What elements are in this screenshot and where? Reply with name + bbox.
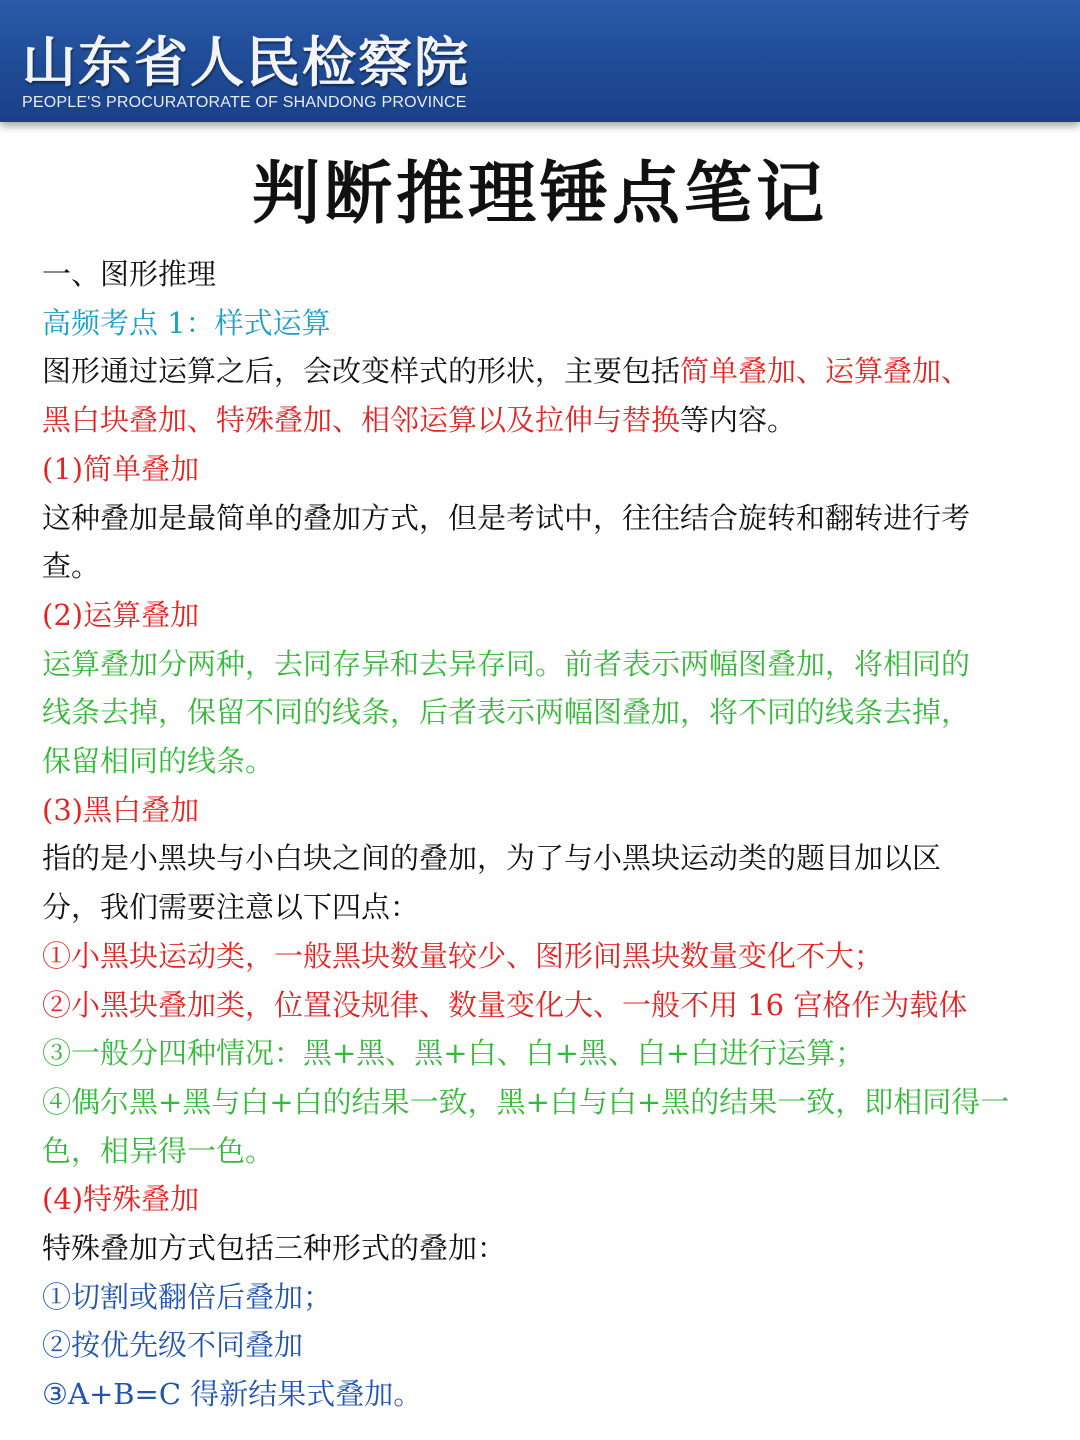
banner-subtitle: PEOPLE'S PROCURATORATE OF SHANDONG PROVINCE: [22, 94, 467, 111]
point-line: ③A+B=C 得新结果式叠加。: [42, 1377, 423, 1412]
intro-text: 等内容。: [680, 403, 797, 438]
point-line: ②按优先级不同叠加: [42, 1328, 304, 1363]
intro-text: 图形通过运算之后，会改变样式的形状，主要包括: [42, 354, 681, 389]
point-line: ①切割或翻倍后叠加；: [42, 1279, 333, 1314]
section-heading: 一、图形推理: [42, 257, 217, 291]
header-banner: [0, 0, 1080, 122]
item-body: 指的是小黑块与小白块之间的叠加，为了与小黑块运动类的题目加以区 分，我们需要注意以下四点：: [42, 841, 942, 925]
point-line: ④偶尔黑+黑与白+白的结果一致，黑+白与白+黑的结果一致，即相同得一 色，相异得一色。: [42, 1084, 1010, 1168]
banner-title: 山东省人民检察院: [22, 30, 470, 94]
page-title: 判断推理锤点笔记: [251, 154, 828, 234]
point-line: ③一般分四种情况：黑+黑、黑+白、白+黑、白+白进行运算；: [42, 1036, 865, 1071]
item-heading: (2)运算叠加: [42, 597, 200, 632]
topic-heading: 高频考点 1：样式运算: [42, 305, 331, 340]
item-heading: (3)黑白叠加: [42, 792, 200, 827]
item-heading: (1)简单叠加: [42, 451, 200, 486]
note-content: [42, 250, 1042, 1419]
intro-highlight: 简单叠加、运算叠加、: [680, 354, 971, 389]
point-line: ①小黑块运动类，一般黑块数量较少、图形间黑块数量变化不大；: [42, 938, 884, 973]
item-heading: (4)特殊叠加: [42, 1182, 200, 1217]
intro-highlight: 黑白块叠加、特殊叠加、相邻运算以及拉伸与替换: [42, 403, 681, 438]
point-line: ②小黑块叠加类，位置没规律、数量变化大、一般不用 16 宫格作为载体: [42, 987, 968, 1022]
intro-paragraph: [42, 347, 1042, 444]
item-body: 运算叠加分两种，去同存异和去异存同。前者表示两幅图叠加，将相同的 线条去掉，保留不同的线条，后者表示两幅图叠加，将不同的线条去掉， 保留相同的线条。: [42, 646, 971, 779]
item-body: 特殊叠加方式包括三种形式的叠加：: [42, 1231, 507, 1266]
item-body: 这种叠加是最简单的叠加方式，但是考试中，往往结合旋转和翻转进行考 查。: [42, 500, 971, 584]
